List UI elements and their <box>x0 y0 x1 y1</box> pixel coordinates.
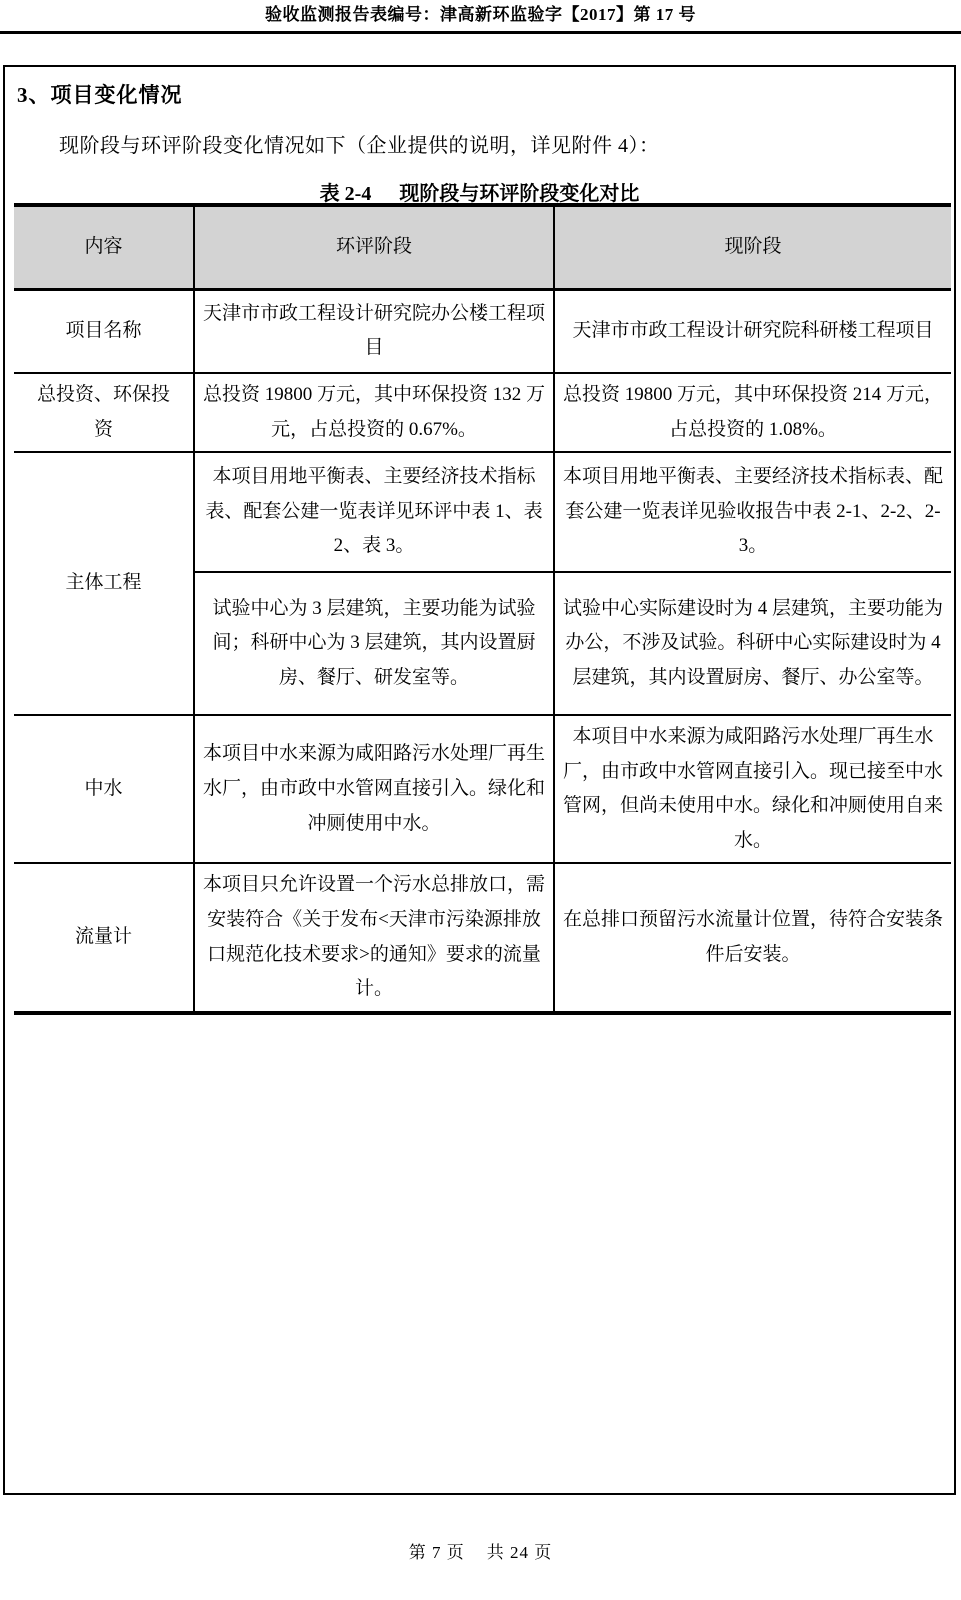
cell-eia: 试验中心为 3 层建筑，主要功能为试验间；科研中心为 3 层建筑，其内设置厨房、餐厅、研发室等。 <box>194 572 554 715</box>
row-label: 总投资、环保投资 <box>14 373 194 452</box>
page-footer <box>0 1538 961 1563</box>
table-caption-number: 表 2-4 <box>319 183 372 205</box>
table-row-investment <box>14 373 951 452</box>
cell-eia: 本项目中水来源为咸阳路污水处理厂再生水厂，由市政中水管网直接引入。绿化和冲厕使用中水。 <box>194 715 554 863</box>
row-label: 项目名称 <box>14 289 194 373</box>
cell-current: 本项目用地平衡表、主要经济技术指标表、配套公建一览表详见验收报告中表 2-1、2-2、2-3。 <box>554 452 951 572</box>
table-row-main-works-part1 <box>14 452 951 572</box>
content-border-box <box>3 65 956 1495</box>
cell-current: 本项目中水来源为咸阳路污水处理厂再生水厂，由市政中水管网直接引入。现已接至中水管网，但尚未使用中水。绿化和冲厕使用自来水。 <box>554 715 951 863</box>
column-header-content: 内容 <box>14 205 194 289</box>
cell-eia: 总投资 19800 万元，其中环保投资 132 万元，占总投资的 0.67%。 <box>194 373 554 452</box>
intro-paragraph: 现阶段与环评阶段变化情况如下（企业提供的说明，详见附件 4）： <box>59 135 660 157</box>
comparison-table <box>14 203 951 1015</box>
cell-eia: 本项目用地平衡表、主要经济技术指标表、配套公建一览表详见环评中表 1、表 2、表 3。 <box>194 452 554 572</box>
page-number: 第 7 页 <box>408 1543 465 1562</box>
cell-current: 试验中心实际建设时为 4 层建筑，主要功能为办公，不涉及试验。科研中心实际建设时为 4 层建筑，其内设置厨房、餐厅、办公室等。 <box>554 572 951 715</box>
column-header-eia-stage: 环评阶段 <box>194 205 554 289</box>
cell-current: 在总排口预留污水流量计位置，待符合安装条件后安装。 <box>554 863 951 1012</box>
row-label: 流量计 <box>14 863 194 1012</box>
table-row-flow-meter <box>14 863 951 1012</box>
cell-eia: 天津市市政工程设计研究院办公楼工程项目 <box>194 289 554 373</box>
total-pages: 共 24 页 <box>486 1543 553 1562</box>
table-row-reclaimed-water <box>14 715 951 863</box>
row-label: 中水 <box>14 715 194 863</box>
section-title: 3、项目变化情况 <box>17 83 183 107</box>
table-row-project-name <box>14 289 951 373</box>
header-rule <box>0 31 961 34</box>
table-caption <box>5 177 954 206</box>
cell-current: 总投资 19800 万元，其中环保投资 214 万元，占总投资的 1.08%。 <box>554 373 951 452</box>
document-header-number: 验收监测报告表编号：津高新环监验字【2017】第 17 号 <box>265 5 696 24</box>
row-label: 主体工程 <box>14 452 194 715</box>
column-header-current-stage: 现阶段 <box>554 205 951 289</box>
table-caption-title: 现阶段与环评阶段变化对比 <box>399 183 640 205</box>
cell-current: 天津市市政工程设计研究院科研楼工程项目 <box>554 289 951 373</box>
table-header-row <box>14 205 951 289</box>
cell-eia: 本项目只允许设置一个污水总排放口，需安装符合《关于发布<天津市污染源排放口规范化技术要求>的通知》要求的流量计。 <box>194 863 554 1012</box>
